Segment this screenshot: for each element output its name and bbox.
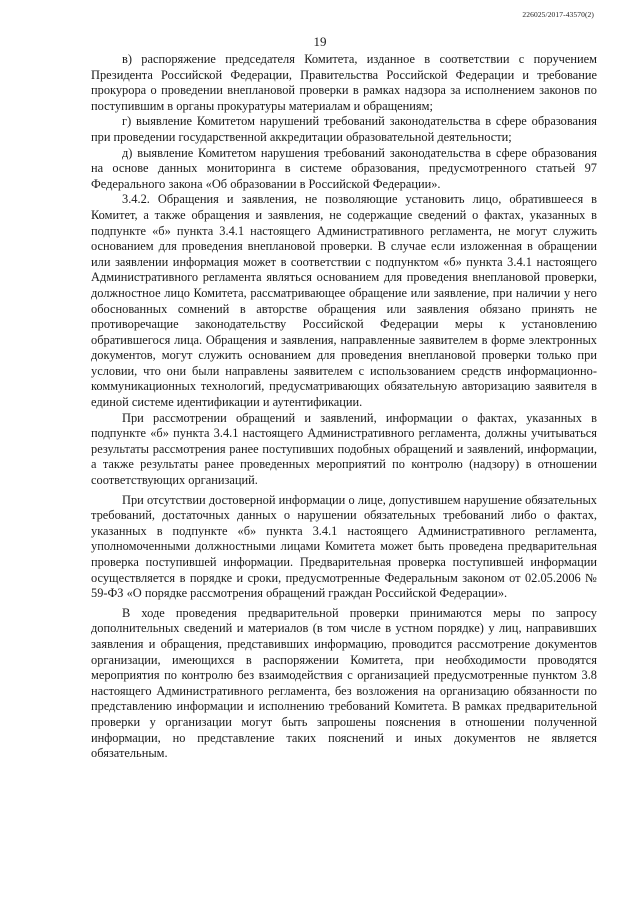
paragraph-preliminary-measures: В ходе проведения предварительной проверки принимаются меры по запросу дополнительных сведений и материалов (в том числе в устном порядке) у лиц, направивших заявления и обращения, представивших информацию, проводится рассмотрение документов организации, имеющихся в распоряжении Комитета, при необходимости проводятся мероприятия по контролю без взаимодействия с организацией предусмотренные пунктом 3.8 настоящего Административного регламента, без возложения на организацию обязанности по представлению информации и исполнению требований Комитета. В рамках предварительной проверки у организации могут быть запрошены пояснения в отношении полученной информации, но представление таких пояснений и иных документов не является обязательным. bbox=[91, 605, 597, 761]
page-number: 19 bbox=[313, 34, 327, 49]
paragraph-preliminary-check: При отсутствии достоверной информации о лице, допустившем нарушение обязательных требований, достаточных данных о нарушении обязательных требований либо о фактах, указанных в подпункте «б» пункта 3.4.1 настоящего Административного регламента, уполномоченными должностными лицами Комитета может быть проведена предварительная проверка поступившей информации. Предварительная проверка поступившей информации осуществляется в порядке и сроки, предусмотренные Федеральным законом от 02.05.2006 № 59-ФЗ «О порядке рассмотрения обращений граждан Российской Федерации». bbox=[91, 492, 597, 601]
paragraph-item-v: в) распоряжение председателя Комитета, изданное в соответствии с поручением Президента Российской Федерации, Правительства Российской Федерации и требование прокурора о проведении внеплановой проверки в рамках надзора за исполнением законов по поступившим в органы прокуратуры материалам и обращениям; bbox=[91, 52, 597, 113]
paragraph-item-g: г) выявление Комитетом нарушений требований законодательства в сфере образования при проведении государственной аккредитации образовательной деятельности; bbox=[91, 114, 597, 144]
document-number: 226025/2017-43570(2) bbox=[522, 10, 594, 19]
paragraph-3-4-2: 3.4.2. Обращения и заявления, не позволяющие установить лицо, обратившееся в Комитет, а также обращения и заявления, не содержащие сведений о фактах, указанных в подпункте «б» пункта 3.4.1 настоящего Административного регламента, не могут служить основанием для проведения внеплановой проверки. В случае если изложенная в обращении или заявлении информация может в соответствии с подпунктом «б» пункта 3.4.1 настоящего Административного регламента являться основанием для проведения внеплановой проверки, должностное лицо Комитета, рассматривающее обращение или заявление, при наличии у него обоснованных сомнений в авторстве обращения или заявления обязано принять не противоречащие законодательству Российской Федерации меры к установлению обратившегося лица. Обращения и заявления, направленные заявителем в форме электронных документов, могут служить основанием для проведения внеплановой проверки только при условии, что они были направлены заявителем с использованием средств информационно-коммуникационных технологий, предусматривающих обязательную авторизацию заявителя в единой системе идентификации и аутентификации. bbox=[91, 192, 597, 410]
paragraph-item-d: д) выявление Комитетом нарушения требований законодательства в сфере образования на основе данных мониторинга в системе образования, предусмотренного статьей 97 Федерального закона «Об образовании в Российской Федерации». bbox=[91, 145, 597, 191]
paragraph-consideration: При рассмотрении обращений и заявлений, информации о фактах, указанных в подпункте «б» пункта 3.4.1 настоящего Административного регламента, должны учитываться результаты рассмотрения ранее поступивших подобных обращений и заявлений, информации, а также результаты ранее проведенных мероприятий по контролю (надзору) в отношении соответствующих организаций. bbox=[91, 410, 597, 488]
document-body bbox=[91, 52, 597, 762]
